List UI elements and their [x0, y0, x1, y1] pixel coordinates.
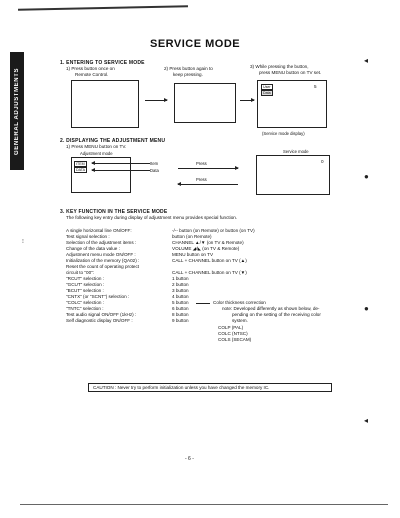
menu-value: 5 [314, 84, 317, 89]
section1-heading: 1. ENTERING TO SERVICE MODE [60, 60, 145, 66]
section1-step3-line2: press MENU button on TV set. [259, 70, 322, 75]
note-line: system. [232, 318, 248, 323]
note-line: Color thickness correction [213, 300, 266, 305]
function-key: 6 button [172, 306, 189, 311]
function-key: 8 button [172, 312, 189, 317]
item-label: ITEM [76, 162, 85, 166]
function-label: "COLC" selection : [66, 300, 104, 305]
section2-heading: 2. DISPLAYING THE ADJUSTMENT MENU [60, 138, 166, 144]
function-label: Adjustment menu mode ON/OFF : [66, 252, 136, 257]
function-key: 3 button [172, 288, 189, 293]
side-tab-label: GENERAL ADJUSTMENTS [14, 67, 20, 155]
function-label: "CNTX" (or "SCNT") selection : [66, 294, 130, 299]
service-mode-caption: (Service mode display) [262, 131, 305, 136]
press-arrow-2 [178, 184, 238, 185]
function-label: A single horizontal line ON/OFF: [66, 228, 132, 233]
function-label: Reset the count of operating protect [66, 264, 140, 269]
function-key: VOLUME ◢/◣ (on TV & Remote) [172, 246, 240, 251]
binding-mark-icon: ◂ [364, 416, 369, 425]
screen-3 [257, 80, 327, 128]
service-screen-value: 0 [321, 159, 324, 164]
function-label: Test audio signal ON/OFF (1kHz) : [66, 312, 137, 317]
function-label: Change of the data value : [66, 246, 120, 251]
function-key: 4 button [172, 294, 189, 299]
service-screen [256, 155, 330, 195]
item-text: Item [150, 161, 159, 166]
item-pointer [92, 163, 150, 164]
function-label: circuit to "00": [66, 270, 95, 275]
function-key: CALL + CHANNEL button on TV (▼) [172, 270, 247, 275]
function-key: -/-- button (on Remote) or button (on TV) [172, 228, 255, 233]
margin-mark-icon: ⁝ [22, 239, 24, 245]
section2-step1: 1) Press MENU button on TV. [66, 144, 127, 149]
function-key: button (on Remote) [172, 234, 212, 239]
section1-step1-line2: Remote Control. [75, 72, 109, 77]
function-key: 9 button [172, 318, 189, 323]
top-rule [18, 5, 188, 11]
data-label: DATA [76, 168, 86, 172]
press-label-1: Press [196, 161, 207, 166]
section1-step2-line2: keep pressing. [173, 72, 203, 77]
note-leader [196, 303, 210, 304]
note-line: COLC (NTSC) [218, 331, 248, 336]
function-key: CHANNEL ▲/▼ (on TV & Remote) [172, 240, 244, 245]
arrow-1 [145, 100, 167, 101]
function-label: Initialization of the memory (QA02) : [66, 258, 140, 263]
function-label: Self diagnostic display ON/OFF : [66, 318, 133, 323]
note-line: note: Developed differently as shown below, de- [222, 306, 320, 311]
press-label-2: Press [196, 177, 207, 182]
function-label: Selection of the adjustment items : [66, 240, 137, 245]
arrow-2 [240, 100, 254, 101]
binding-mark-icon: ● [364, 304, 369, 313]
function-label: "RCUT" selection : [66, 276, 104, 281]
binding-mark-icon: ◂ [364, 56, 369, 65]
screen-1 [71, 80, 139, 128]
note-line: COLP (PAL) [218, 325, 244, 330]
press-arrow-1 [178, 168, 238, 169]
page-number: - 6 - [185, 456, 194, 462]
section3-intro: The following key entry during display of adjustment menu provides special function. [66, 215, 238, 220]
section1-step3-line1: 3) While pressing the button, [250, 64, 309, 69]
data-pointer [92, 170, 150, 171]
menu-user: User [263, 85, 271, 89]
function-key: CALL + CHANNEL button on TV (▲) [172, 258, 247, 263]
function-key: 2 button [172, 282, 189, 287]
caution-box: CAUTION : Never try to perform initialization unless you have changed the memory IC. [88, 383, 332, 392]
bottom-rule [20, 504, 388, 505]
function-label: "GCUT" selection : [66, 282, 105, 287]
section3-heading: 3. KEY FUNCTION IN THE SERVICE MODE [60, 209, 168, 215]
note-line: pending on the setting of the receiving color [232, 312, 321, 317]
function-label: "TNTC" selection : [66, 306, 104, 311]
function-label: Test signal selection : [66, 234, 110, 239]
function-key: 5 button [172, 300, 189, 305]
data-text: Data [150, 168, 159, 173]
service-mode-label: Service mode [283, 149, 309, 154]
function-label: "BCUT" selection : [66, 288, 104, 293]
function-key: 1 button [172, 276, 189, 281]
page-title: SERVICE MODE [150, 38, 241, 50]
adjustment-mode-label: Adjustment mode [80, 151, 113, 156]
note-line: COLS (SECAM) [218, 337, 252, 342]
screen-2 [174, 83, 236, 123]
section1-step1-line1: 1) Press button once on [66, 66, 115, 71]
function-key: MENU button on TV [172, 252, 214, 257]
binding-mark-icon: ● [364, 172, 369, 181]
menu-data: Data [263, 91, 271, 95]
section1-step2-line1: 2) Press button again to [164, 66, 213, 71]
